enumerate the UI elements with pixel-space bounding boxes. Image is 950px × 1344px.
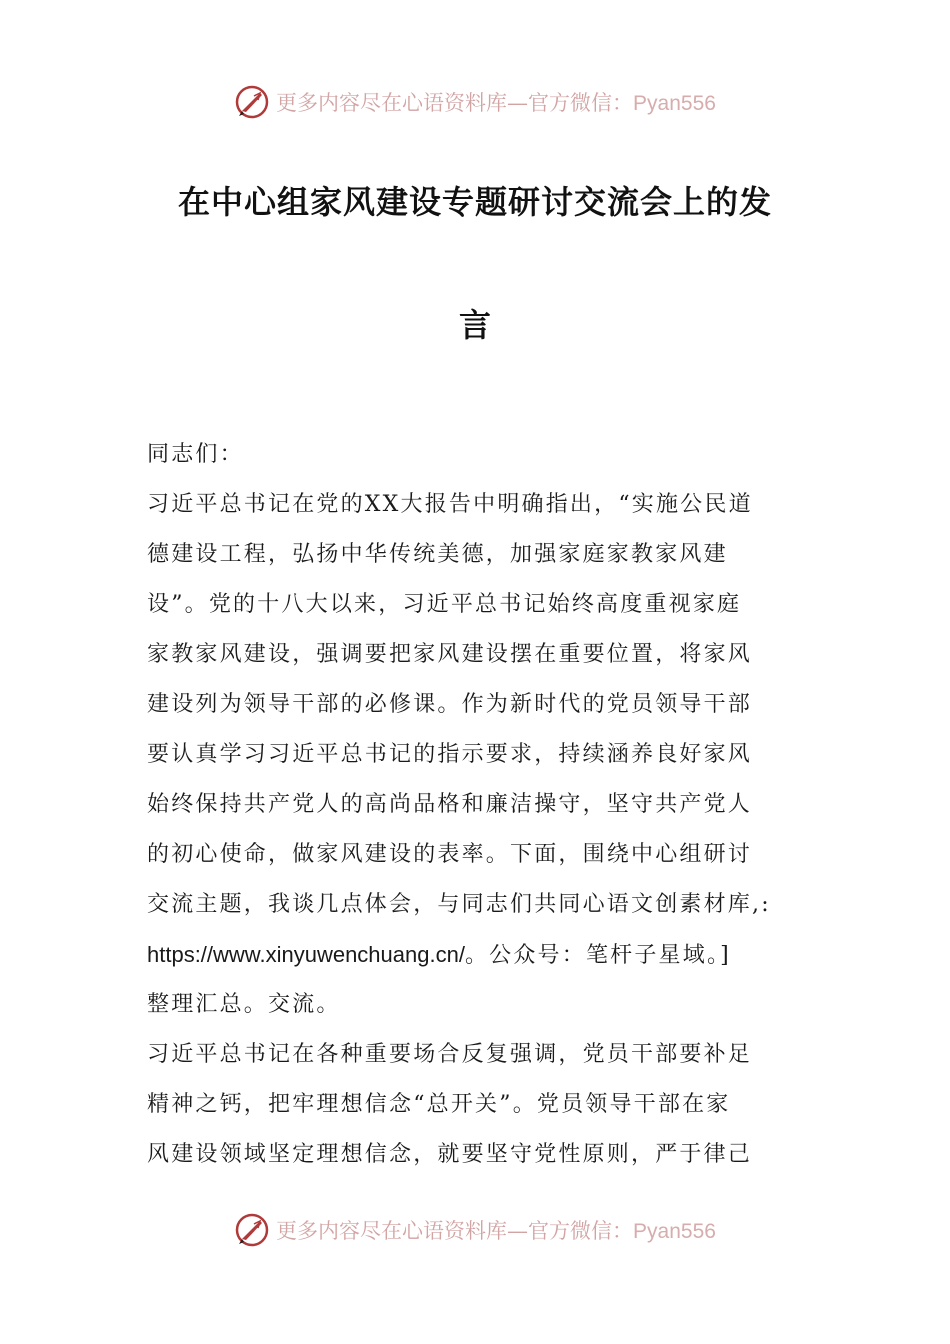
body-line: 要认真学习习近平总书记的指示要求，持续涵养良好家风 <box>147 742 753 767</box>
body-line: 始终保持共产党人的高尚品格和廉洁操守，坚守共产党人 <box>147 792 753 817</box>
body-line: 习近平总书记在各种重要场合反复强调，党员干部要补足 <box>147 1042 753 1067</box>
body-line: 交流主题，我谈几点体会，与同志们共同心语文创素材库,: <box>147 892 771 917</box>
banner-text: 更多内容尽在心语资料库—官方微信：Pyan556 <box>276 91 716 115</box>
url-tail-text: 。公众号：笔杆子星域。] <box>464 943 731 968</box>
wechat-id: Pyan556 <box>633 92 716 115</box>
body-line: 风建设领域坚定理想信念，就要坚守党性原则，严于律己 <box>147 1142 753 1167</box>
footer-banner <box>0 1210 950 1250</box>
wechat-id: Pyan556 <box>633 1220 716 1243</box>
body-line: 建设列为领导干部的必修课。作为新时代的党员领导干部 <box>147 692 753 717</box>
body-line: 家教家风建设，强调要把家风建设摆在重要位置，将家风 <box>147 642 753 667</box>
body-line: 精神之钙，把牢理想信念“总开关”。党员领导干部在家 <box>147 1092 731 1117</box>
website-link[interactable]: https://www.xinyuwenchuang.cn/ <box>147 942 465 967</box>
header-banner <box>0 82 950 122</box>
body-line: 整理汇总。交流。 <box>147 992 341 1017</box>
document-title-line-1: 在中心组家风建设专题研讨交流会上的发 <box>177 183 772 221</box>
document-title-line-2: 言 <box>458 306 491 344</box>
greeting: 同志们： <box>147 442 244 467</box>
body-line: 德建设工程，弘扬中华传统美德，加强家庭家教家风建 <box>147 542 728 567</box>
quill-logo-icon <box>234 1212 270 1248</box>
banner-text: 更多内容尽在心语资料库—官方微信：Pyan556 <box>276 1219 716 1243</box>
body-line: 习近平总书记在党的XX大报告中明确指出，“实施公民道 <box>147 492 753 517</box>
quill-logo-icon <box>234 84 270 120</box>
body-line: 设”。党的十八大以来，习近平总书记始终高度重视家庭 <box>147 592 742 617</box>
body-line-url <box>147 930 807 980</box>
body-line: 的初心使命，做家风建设的表率。下面，围绕中心组研讨 <box>147 842 753 867</box>
document-body <box>147 430 807 1180</box>
